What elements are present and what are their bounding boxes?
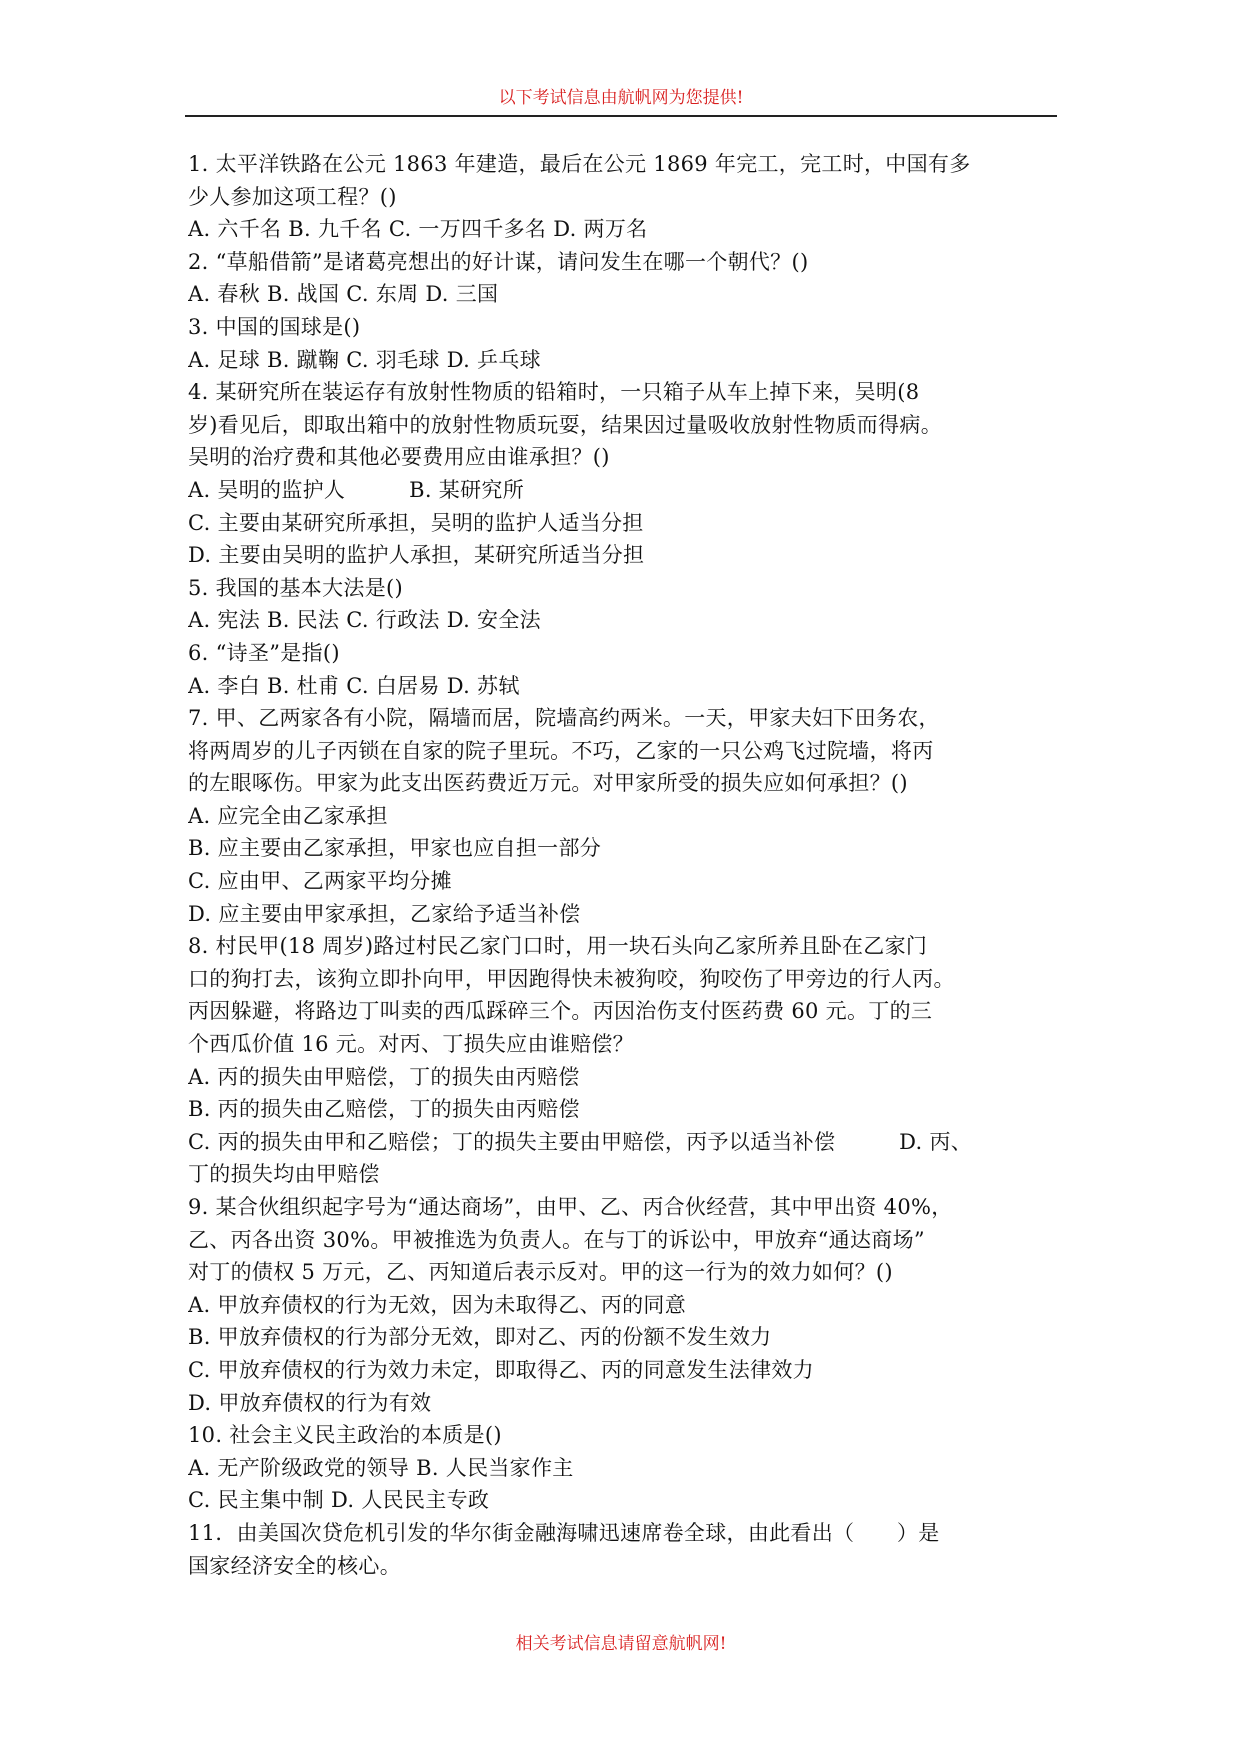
text-line: 5. 我国的基本大法是() [188, 575, 403, 600]
text-line: A. 甲放弃债权的行为无效，因为未取得乙、丙的同意 [188, 1292, 687, 1317]
text-line: 乙、丙各出资 30%。甲被推选为负责人。在与丁的诉讼中，甲放弃“通达商场” [188, 1227, 925, 1252]
exam-questions [188, 148, 1056, 1582]
text-line: 9. 某合伙组织起字号为“通达商场”，由甲、乙、丙合伙经营，其中甲出资 40%， [188, 1195, 953, 1219]
text-line: 11．由美国次贷危机引发的华尔街金融海啸迅速席卷全球，由此看出（ ）是 [188, 1520, 940, 1545]
text-line: A. 吴明的监护人 B. 某研究所 [188, 477, 524, 502]
text-line: 丙因躲避，将路边丁叫卖的西瓜踩碎三个。丙因治伤支付医药费 60 元。丁的三 [188, 999, 933, 1024]
text-line: 8. 村民甲(18 周岁)路过村民乙家门口时，用一块石头向乙家所养且卧在乙家门 [188, 934, 928, 959]
header-divider [185, 115, 1057, 117]
text-line: A. 无产阶级政党的领导 B. 人民当家作主 [188, 1455, 574, 1480]
text-line: C. 甲放弃债权的行为效力未定，即取得乙、丙的同意发生法律效力 [188, 1357, 814, 1382]
text-line: 2. “草船借箭”是诸葛亮想出的好计谋，请问发生在哪一个朝代？() [188, 249, 809, 274]
text-line: A. 丙的损失由甲赔偿，丁的损失由丙赔偿 [188, 1064, 580, 1089]
text-line: 1. 太平洋铁路在公元 1863 年建造，最后在公元 1869 年完工，完工时，中国有多 [188, 152, 971, 176]
text-line: D. 主要由吴明的监护人承担，某研究所适当分担 [188, 543, 645, 568]
text-line: 对丁的债权 5 万元，乙、丙知道后表示反对。甲的这一行为的效力如何？() [188, 1260, 893, 1285]
text-line: B. 丙的损失由乙赔偿，丁的损失由丙赔偿 [188, 1097, 580, 1122]
text-line: 3. 中国的国球是() [188, 314, 361, 339]
text-line: D. 甲放弃债权的行为有效 [188, 1390, 432, 1415]
text-line: A. 应完全由乙家承担 [188, 803, 388, 828]
text-line: B. 应主要由乙家承担，甲家也应自担一部分 [188, 836, 602, 861]
text-line: 4. 某研究所在装运存有放射性物质的铅箱时，一只箱子从车上掉下来，吴明(8 [188, 380, 920, 405]
text-line: A. 足球 B. 蹴鞠 C. 羽毛球 D. 乒乓球 [188, 347, 541, 372]
text-line: D. 应主要由甲家承担，乙家给予适当补偿 [188, 901, 581, 926]
text-line: 岁)看见后，即取出箱中的放射性物质玩耍，结果因过量吸收放射性物质而得病。 [188, 412, 942, 437]
text-line: A. 六千名 B. 九千名 C. 一万四千多名 D. 两万名 [188, 217, 648, 242]
text-line: A. 宪法 B. 民法 C. 行政法 D. 安全法 [188, 608, 541, 633]
text-line: 少人参加这项工程？() [188, 184, 397, 209]
page-header-notice: 以下考试信息由航帆网为您提供! [498, 88, 744, 108]
text-line: 吴明的治疗费和其他必要费用应由谁承担？() [188, 445, 610, 470]
text-line: C. 主要由某研究所承担，吴明的监护人适当分担 [188, 510, 644, 535]
text-line: B. 甲放弃债权的行为部分无效，即对乙、丙的份额不发生效力 [188, 1325, 772, 1350]
text-line: 口的狗打去，该狗立即扑向甲，甲因跑得快未被狗咬，狗咬伤了甲旁边的行人丙。 [188, 966, 955, 991]
text-line: 10. 社会主义民主政治的本质是() [188, 1423, 502, 1448]
text-line: C. 丙的损失由甲和乙赔偿；丁的损失主要由甲赔偿，丙予以适当补偿 D. 丙、 [188, 1129, 973, 1154]
text-line: 将两周岁的儿子丙锁在自家的院子里玩。不巧，乙家的一只公鸡飞过院墙，将丙 [188, 738, 934, 763]
text-line: 的左眼啄伤。甲家为此支出医药费近万元。对甲家所受的损失应如何承担？() [188, 771, 908, 796]
text-line: 6. “诗圣”是指() [188, 640, 340, 665]
text-line: A. 李白 B. 杜甫 C. 白居易 D. 苏轼 [188, 673, 520, 698]
text-line: C. 应由甲、乙两家平均分摊 [188, 869, 452, 894]
text-line: A. 春秋 B. 战国 C. 东周 D. 三国 [188, 282, 499, 307]
text-line: 丁的损失均由甲赔偿 [188, 1162, 380, 1187]
text-line: 国家经济安全的核心。 [188, 1553, 401, 1578]
text-line: 个西瓜价值 16 元。对丙、丁损失应由谁赔偿？ [188, 1032, 634, 1057]
text-line: 7. 甲、乙两家各有小院，隔墙而居，院墙高约两米。一天，甲家夫妇下田务农， [188, 706, 940, 731]
text-line: C. 民主集中制 D. 人民民主专政 [188, 1488, 490, 1513]
page-footer-notice: 相关考试信息请留意航帆网! [515, 1634, 727, 1654]
